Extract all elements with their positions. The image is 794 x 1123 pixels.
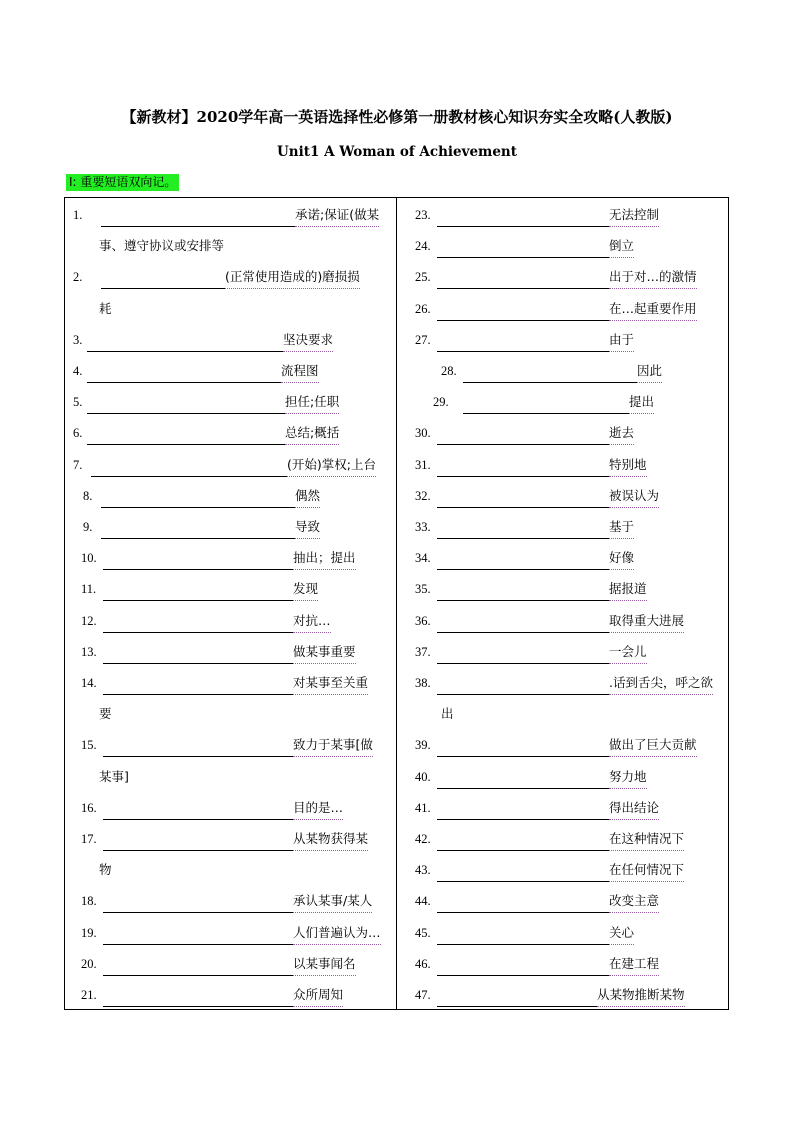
chinese-meaning: 流程图 (281, 360, 319, 383)
answer-blank[interactable] (437, 272, 609, 289)
left-item-13 (81, 641, 356, 663)
meaning-continuation: 事、遵守协议或安排等 (99, 238, 225, 254)
right-item-40 (415, 766, 647, 788)
right-item-30 (415, 422, 634, 444)
item-number: 25. (415, 270, 431, 285)
item-number: 41. (415, 800, 431, 815)
answer-blank[interactable] (101, 210, 295, 227)
meaning-continuation: 要 (99, 706, 112, 722)
item-number: 24. (415, 239, 431, 254)
right-item-39 (415, 734, 697, 756)
item-number: 14. (81, 676, 97, 690)
right-item-26 (415, 298, 697, 320)
right-item-41 (415, 797, 659, 819)
chinese-meaning: 得出结论 (609, 797, 659, 820)
chinese-meaning: 取得重大进展 (609, 610, 684, 633)
item-number: 19. (81, 925, 97, 940)
item-number: 45. (415, 925, 431, 940)
right-item-45 (415, 922, 634, 944)
chinese-meaning: 好像 (609, 547, 634, 570)
right-item-28 (441, 360, 662, 382)
chinese-meaning: 坚决要求 (283, 329, 333, 352)
meaning-continuation: 某事] (99, 768, 129, 784)
right-item-23 (415, 204, 659, 226)
item-number: 34. (415, 551, 431, 566)
item-number: 30. (415, 426, 431, 441)
chinese-meaning: 致力于某事[做 (293, 734, 373, 757)
left-item-16 (81, 797, 343, 819)
item-number: 21. (81, 988, 97, 1002)
answer-blank[interactable] (437, 210, 609, 227)
item-number: 13. (81, 644, 97, 659)
chinese-meaning: 在建工程 (609, 953, 659, 976)
right-item-47 (415, 984, 685, 1006)
chinese-meaning: 抽出；提出 (293, 547, 356, 570)
chinese-meaning: 从某物推断某物 (597, 984, 685, 1007)
answer-blank[interactable] (87, 366, 281, 383)
chinese-meaning: 目的是… (293, 797, 343, 820)
item-number: 37. (415, 644, 431, 659)
item-number: 17. (81, 832, 97, 846)
chinese-meaning: 据报道 (609, 578, 647, 601)
item-number: 42. (415, 832, 431, 846)
item-number: 4. (73, 364, 83, 378)
left-item-18 (81, 890, 372, 912)
item-number: 7. (73, 457, 83, 472)
answer-blank[interactable] (103, 584, 293, 601)
answer-blank[interactable] (103, 928, 293, 945)
chinese-meaning: 因此 (637, 360, 662, 383)
item-number: 20. (81, 956, 97, 971)
answer-blank[interactable] (103, 834, 293, 851)
chinese-meaning: 在这种情况下 (609, 828, 684, 851)
left-item-1 (73, 204, 379, 226)
chinese-meaning: 做某事重要 (293, 641, 356, 664)
answer-blank[interactable] (437, 584, 609, 601)
left-item-19 (81, 922, 381, 944)
left-item-8 (83, 485, 320, 507)
meaning-continuation: 出 (441, 706, 454, 722)
meaning-continuation: 物 (99, 862, 112, 878)
item-number: 9. (83, 520, 93, 534)
item-number: 32. (415, 488, 431, 503)
answer-blank[interactable] (437, 959, 609, 976)
page-title: 【新教材】2020学年高一英语选择性必修第一册教材核心知识夯实全攻略(人教版) (121, 108, 673, 126)
item-number: 15. (81, 738, 97, 753)
answer-blank[interactable] (437, 460, 609, 477)
meaning-continuation: 耗 (99, 300, 112, 316)
item-number: 27. (415, 332, 431, 347)
answer-blank[interactable] (437, 491, 609, 508)
chinese-meaning: (开始)掌权;上台 (287, 454, 376, 477)
answer-blank[interactable] (437, 803, 609, 820)
answer-blank[interactable] (437, 740, 609, 757)
chinese-meaning: 一会儿 (609, 641, 647, 664)
chinese-meaning: 倒立 (609, 235, 634, 258)
answer-blank[interactable] (87, 397, 285, 414)
answer-blank[interactable] (437, 772, 609, 789)
right-item-33 (415, 516, 634, 538)
left-item-9 (83, 516, 320, 538)
item-number: 2. (73, 270, 83, 285)
item-number: 5. (73, 395, 83, 410)
chinese-meaning: 以某事闻名 (293, 953, 356, 976)
answer-blank[interactable] (103, 647, 293, 664)
chinese-meaning: 出于对…的激情 (609, 266, 697, 289)
answer-blank[interactable] (103, 990, 293, 1007)
answer-blank[interactable] (437, 896, 609, 913)
chinese-meaning: 提出 (629, 391, 654, 414)
chinese-meaning: 特别地 (609, 454, 647, 477)
left-item-14 (81, 672, 368, 694)
item-number: 23. (415, 208, 431, 222)
left-item-2 (73, 266, 360, 288)
left-item-20 (81, 953, 356, 975)
right-item-32 (415, 485, 659, 507)
answer-blank[interactable] (101, 522, 295, 539)
right-item-34 (415, 547, 634, 569)
chinese-meaning: (正常使用造成的)磨损损 (225, 266, 360, 289)
item-number: 6. (73, 426, 83, 441)
item-number: 46. (415, 956, 431, 971)
item-number: 40. (415, 769, 431, 784)
chinese-meaning: 在…起重要作用 (609, 298, 697, 321)
answer-blank[interactable] (437, 990, 597, 1007)
item-number: 8. (83, 488, 93, 503)
chinese-meaning: 无法控制 (609, 204, 659, 227)
chinese-meaning: 做出了巨大贡献 (609, 734, 697, 757)
chinese-meaning: 众所周知 (293, 984, 343, 1007)
item-number: 3. (73, 332, 83, 347)
right-item-37 (415, 641, 647, 663)
chinese-meaning: 从某物获得某 (293, 828, 368, 851)
answer-blank[interactable] (437, 304, 609, 321)
answer-blank[interactable] (437, 428, 609, 445)
left-item-21 (81, 984, 343, 1006)
chinese-meaning: 总结;概括 (285, 422, 339, 445)
answer-blank[interactable] (91, 460, 287, 477)
answer-blank[interactable] (103, 553, 293, 570)
right-item-38 (415, 672, 713, 694)
right-item-44 (415, 890, 659, 912)
answer-blank[interactable] (463, 366, 637, 383)
item-number: 26. (415, 301, 431, 316)
chinese-meaning: 努力地 (609, 766, 647, 789)
answer-blank[interactable] (437, 241, 609, 258)
answer-blank[interactable] (437, 616, 609, 633)
right-item-35 (415, 578, 647, 600)
answer-blank[interactable] (103, 959, 293, 976)
answer-blank[interactable] (437, 678, 609, 695)
answer-blank[interactable] (437, 647, 609, 664)
item-number: 44. (415, 894, 431, 909)
item-number: 47. (415, 988, 431, 1002)
answer-blank[interactable] (101, 491, 295, 508)
chinese-meaning: 改变主意 (609, 890, 659, 913)
chinese-meaning: 对抗… (293, 610, 331, 633)
item-number: 11. (81, 582, 97, 597)
left-item-17 (81, 828, 368, 850)
chinese-meaning: 逝去 (609, 422, 634, 445)
item-number: 39. (415, 738, 431, 753)
item-number: 10. (81, 551, 97, 566)
answer-blank[interactable] (101, 272, 225, 289)
item-number: 31. (415, 457, 431, 472)
chinese-meaning: 承诺;保证(做某 (295, 204, 379, 227)
right-item-27 (415, 329, 634, 351)
answer-blank[interactable] (463, 397, 629, 414)
chinese-meaning: 被误认为 (609, 485, 659, 508)
chinese-meaning: 关心 (609, 922, 634, 945)
answer-blank[interactable] (437, 834, 609, 851)
item-number: 43. (415, 863, 431, 878)
chinese-meaning: 由于 (609, 329, 634, 352)
chinese-meaning: 导致 (295, 516, 320, 539)
phrase-table (64, 197, 729, 1010)
chinese-meaning: 基于 (609, 516, 634, 539)
right-item-43 (415, 859, 684, 881)
chinese-meaning: 发现 (293, 578, 318, 601)
left-item-5 (73, 391, 339, 413)
chinese-meaning: 偶然 (295, 485, 320, 508)
answer-blank[interactable] (437, 865, 609, 882)
answer-blank[interactable] (103, 740, 293, 757)
chinese-meaning: 承认某事/某人 (293, 890, 372, 913)
answer-blank[interactable] (437, 522, 609, 539)
answer-blank[interactable] (103, 803, 293, 820)
item-number: 16. (81, 800, 97, 815)
chinese-meaning: .话到舌尖，呼之欲 (609, 672, 713, 695)
answer-blank[interactable] (103, 616, 293, 633)
answer-blank[interactable] (87, 428, 285, 445)
right-item-42 (415, 828, 684, 850)
item-number: 18. (81, 894, 97, 909)
left-item-15 (81, 734, 373, 756)
column-divider (396, 198, 397, 1009)
left-item-6 (73, 422, 339, 444)
chinese-meaning: 担任;任职 (285, 391, 339, 414)
section-label: Ⅰ: 重要短语双向记。 (66, 174, 179, 191)
left-item-7 (73, 454, 376, 476)
left-item-10 (81, 547, 356, 569)
item-number: 33. (415, 520, 431, 534)
chinese-meaning: 对某事至关重 (293, 672, 368, 695)
answer-blank[interactable] (437, 335, 609, 352)
answer-blank[interactable] (87, 335, 283, 352)
right-item-36 (415, 610, 684, 632)
right-item-31 (415, 454, 647, 476)
answer-blank[interactable] (103, 678, 293, 695)
left-item-3 (73, 329, 333, 351)
answer-blank[interactable] (103, 896, 293, 913)
answer-blank[interactable] (437, 553, 609, 570)
left-item-12 (81, 610, 331, 632)
right-item-24 (415, 235, 634, 257)
chinese-meaning: 在任何情况下 (609, 859, 684, 882)
item-number: 29. (433, 395, 449, 410)
item-number: 38. (415, 676, 431, 690)
item-number: 28. (441, 364, 457, 378)
item-number: 12. (81, 613, 97, 628)
right-item-46 (415, 953, 659, 975)
item-number: 35. (415, 582, 431, 597)
right-item-25 (415, 266, 697, 288)
answer-blank[interactable] (437, 928, 609, 945)
right-item-29 (433, 391, 654, 413)
left-item-4 (73, 360, 319, 382)
item-number: 1. (73, 208, 83, 222)
item-number: 36. (415, 613, 431, 628)
chinese-meaning: 人们普遍认为… (293, 922, 381, 945)
left-item-11 (81, 578, 318, 600)
unit-title: Unit1 A Woman of Achievement (277, 144, 517, 160)
